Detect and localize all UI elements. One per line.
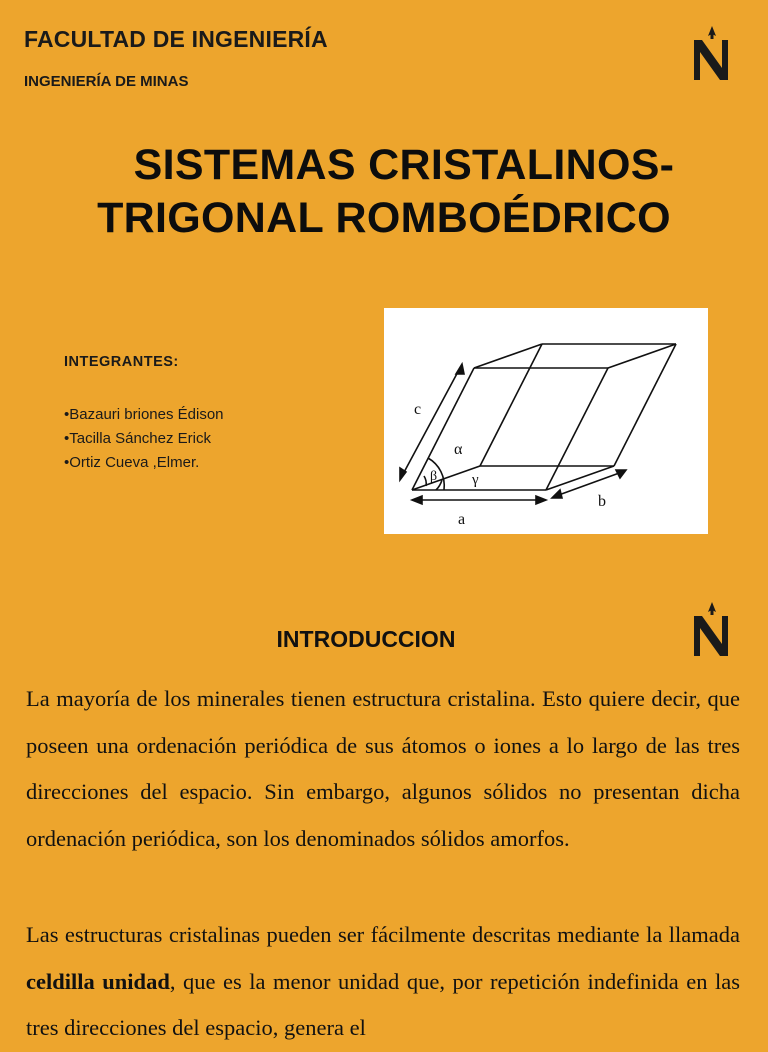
angle-label-beta: β: [430, 469, 438, 484]
paragraph-2-text-start: Las estructuras cristalinas pueden ser fácilmente descritas mediante la llamada: [26, 922, 740, 947]
member-item: •Tacilla Sánchez Erick: [64, 430, 211, 447]
edge-label-a: a: [458, 511, 466, 528]
angle-label-alpha: α: [454, 441, 463, 458]
angle-label-gamma: γ: [472, 472, 479, 488]
university-n-logo-icon: [690, 24, 734, 82]
member-item: •Ortiz Cueva ,Elmer.: [64, 454, 200, 471]
intro-paragraph-1: La mayoría de los minerales tienen estructura cristalina. Esto quiere decir, que poseen una ordenación periódica de sus átomos o iones a lo largo de las tres direcciones del espacio. Sin embargo, algunos sólidos no presentan dicha ordenación periódica, son los denominados sólidos amorfos.: [26, 686, 740, 851]
intro-paragraph-2: [26, 912, 740, 1052]
paragraph-2-bold-term: celdilla unidad: [26, 968, 170, 994]
paragraph-2-text-end: , que es la menor unidad que, por repetición indefinida en las tres direcciones del espacio, genera el: [26, 968, 740, 1040]
edge-label-c: c: [414, 401, 422, 418]
member-item: •Bazauri briones Édison: [64, 406, 224, 423]
career-name: INGENIERÍA DE MINAS: [24, 73, 189, 90]
members-list: [64, 403, 224, 475]
faculty-name: FACULTAD DE INGENIERÍA: [24, 26, 328, 52]
section-title: INTRODUCCION: [276, 626, 456, 652]
presentation-title-line-2: TRIGONAL ROMBOÉDRICO: [97, 194, 671, 242]
edge-label-b: b: [598, 493, 606, 510]
members-heading: INTEGRANTES:: [64, 354, 179, 370]
rhombohedral-cell-diagram: [384, 308, 708, 534]
presentation-title-line-1: SISTEMAS CRISTALINOS-: [133, 141, 675, 189]
